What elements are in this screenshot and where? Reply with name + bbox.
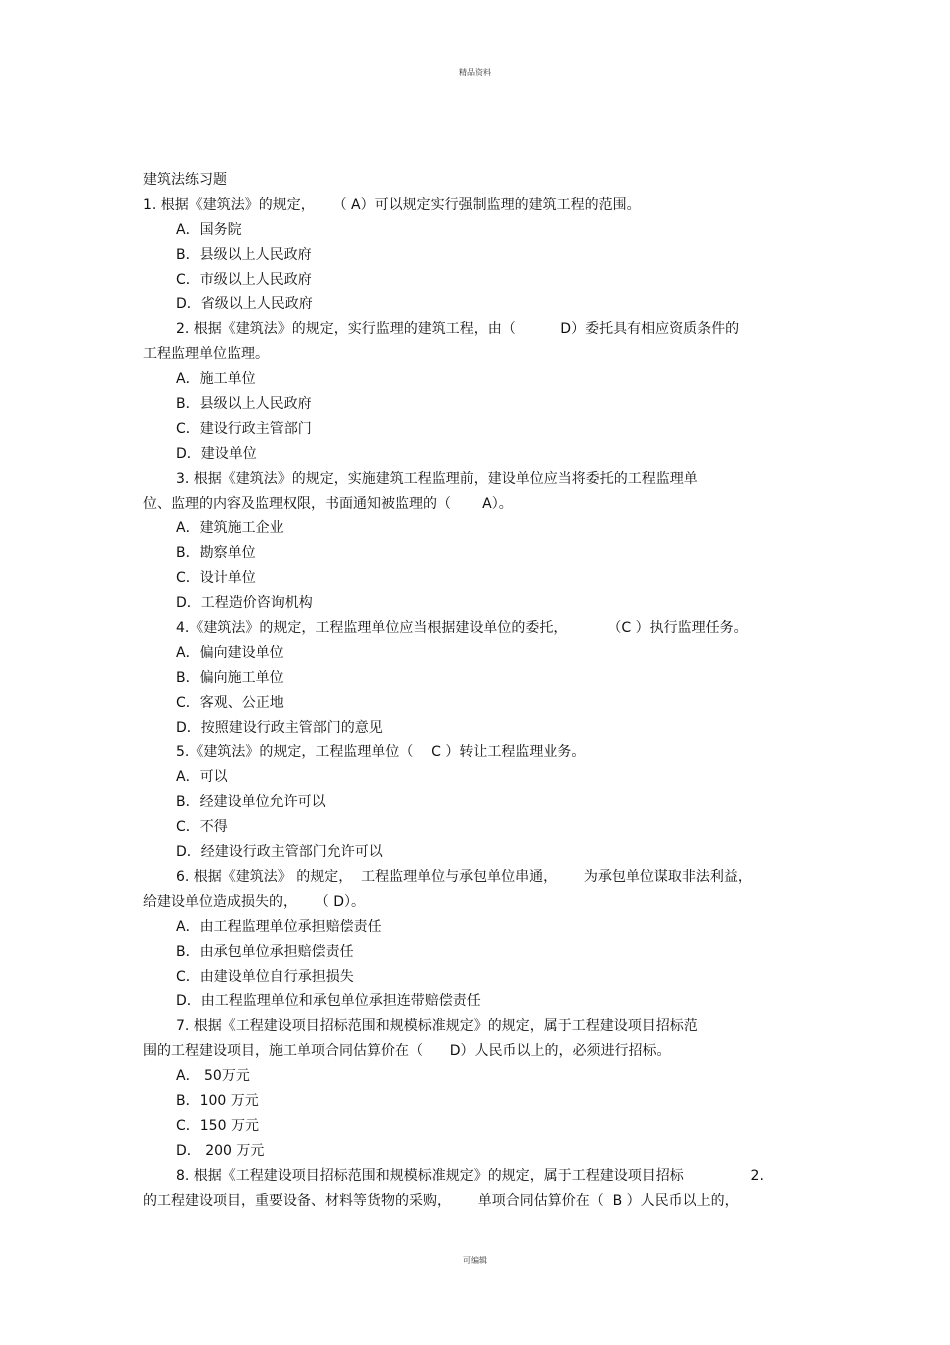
- answer-option: B．勘察单位: [176, 545, 256, 562]
- answer-option: D．省级以上人民政府: [176, 296, 313, 313]
- question-line: 4.《建筑法》的规定，工程监理单位应当根据建设单位的委托， （C ）执行监理任务。: [176, 620, 748, 637]
- question-line: 2. 根据《建筑法》的规定，实行监理的建筑工程，由（ D）委托具有相应资质条件的: [176, 321, 740, 338]
- answer-option: C．设计单位: [176, 570, 256, 587]
- answer-option: C．由建设单位自行承担损失: [176, 968, 354, 985]
- question-line: 6. 根据《建筑法》 的规定， 工程监理单位与承包单位串通， 为承包单位谋取非法利益，: [176, 868, 752, 885]
- answer-option: A． 50万元: [176, 1068, 250, 1085]
- answer-option: B．县级以上人民政府: [176, 396, 312, 413]
- answer-option: A．偏向建设单位: [176, 644, 284, 661]
- question-line: 3. 根据《建筑法》的规定，实施建筑工程监理前，建设单位应当将委托的工程监理单: [176, 470, 698, 487]
- answer-option: C．市级以上人民政府: [176, 271, 312, 288]
- question-line: 5.《建筑法》的规定，工程监理单位（ C ）转让工程监理业务。: [176, 744, 586, 761]
- answer-option: B．偏向施工单位: [176, 669, 284, 686]
- question-continuation: 的工程建设项目，重要设备、材料等货物的采购， 单项合同估算价在（ B ）人民币以上的，: [143, 1192, 739, 1209]
- answer-option: D．建设单位: [176, 445, 257, 462]
- document-title: 建筑法练习题: [143, 172, 227, 188]
- answer-option: A．施工单位: [176, 371, 256, 388]
- answer-option: D．工程造价咨询机构: [176, 595, 313, 612]
- question-continuation: 工程监理单位监理。: [143, 346, 269, 363]
- question-continuation: 位、监理的内容及监理权限，书面通知被监理的（ A）。: [143, 495, 513, 512]
- question-line: 7. 根据《工程建设项目招标范围和规模标准规定》的规定，属于工程建设项目招标范: [176, 1018, 698, 1035]
- answer-option: A．国务院: [176, 221, 242, 238]
- question-continuation: 围的工程建设项目，施工单项合同估算价在（ D）人民币以上的，必须进行招标。: [143, 1043, 671, 1060]
- answer-option: D．经建设行政主管部门允许可以: [176, 844, 383, 861]
- document-body: [143, 168, 813, 1213]
- answer-option: B．经建设单位允许可以: [176, 794, 326, 811]
- answer-option: A．由工程监理单位承担赔偿责任: [176, 918, 382, 935]
- page-footer: 可编辑: [463, 1256, 487, 1265]
- answer-option: B．由承包单位承担赔偿责任: [176, 943, 354, 960]
- answer-option: D． 200 万元: [176, 1142, 265, 1159]
- document-lines: [143, 193, 813, 1214]
- answer-option: C．150 万元: [176, 1117, 259, 1134]
- answer-option: A．可以: [176, 769, 228, 786]
- answer-option: D．按照建设行政主管部门的意见: [176, 719, 383, 736]
- answer-option: B．100 万元: [176, 1092, 259, 1109]
- answer-option: C．客观、公正地: [176, 694, 284, 711]
- answer-option: C．建设行政主管部门: [176, 420, 312, 437]
- question-continuation: 给建设单位造成损失的， （ D）。: [143, 893, 366, 910]
- page-header: 精品资料: [459, 68, 491, 77]
- answer-option: D．由工程监理单位和承包单位承担连带赔偿责任: [176, 993, 481, 1010]
- question-line: 8. 根据《工程建设项目招标范围和规模标准规定》的规定，属于工程建设项目招标 2.: [176, 1167, 764, 1184]
- answer-option: A．建筑施工企业: [176, 520, 284, 537]
- answer-option: C．不得: [176, 819, 228, 836]
- question-continuation: 1. 根据《建筑法》的规定， （ A）可以规定实行强制监理的建筑工程的范围。: [143, 196, 641, 213]
- answer-option: B．县级以上人民政府: [176, 246, 312, 263]
